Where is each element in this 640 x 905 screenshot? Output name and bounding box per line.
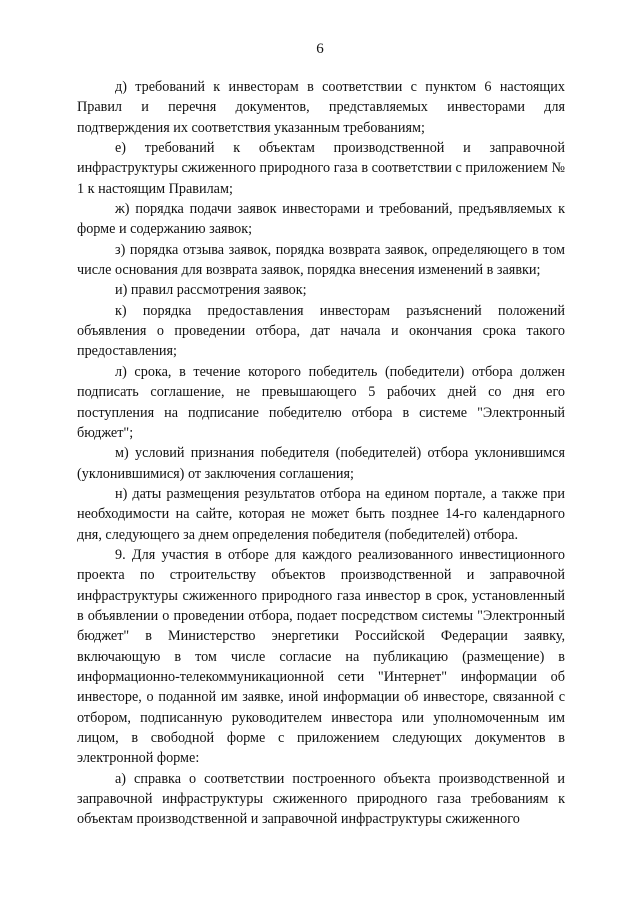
- paragraph-m: м) условий признания победителя (победителей) отбора уклонившимся (уклонившимися) от заключения соглашения;: [77, 445, 565, 482]
- paragraph-a: а) справка о соответствии построенного объекта производственной и заправочной инфраструктуры сжиженного природного газа требованиям к объектам производственной и заправочной инфраструктуры сжиженного: [77, 770, 565, 828]
- paragraph-k: к) порядка предоставления инвесторам разъяснений положений объявления о проведении отбора, дат начала и окончания срока такого предоставления;: [77, 302, 565, 360]
- page-number: 6: [316, 41, 324, 57]
- paragraph-zh: ж) порядка подачи заявок инвесторами и требований, предъявляемых к форме и содержанию заявок;: [77, 201, 565, 238]
- paragraph-9: 9. Для участия в отборе для каждого реализованного инвестиционного проекта по строительству объектов производственной и заправочной инфраструктуры сжиженного природного газа инвестор в срок, установленный в объявлении о проведении отбора, подает посредством системы "Электронный бюджет" в Министерство энергетики Российской Федерации заявку, включающую в том числе согласие на публикацию (размещение) в информационно-телекоммуникационной сети "Интернет" информации об инвесторе, о поданной им заявке, иной информации об инвесторе, связанной с отбором, подписанную руководителем инвестора или уполномоченным им лицом, в свободной форме с приложением следующих документов в электронной форме:: [77, 546, 565, 767]
- paragraph-e: е) требований к объектам производственной и заправочной инфраструктуры сжиженного природного газа в соответствии с приложением № 1 к настоящим Правилам;: [77, 140, 565, 197]
- document-body: [77, 77, 565, 830]
- paragraph-z: з) порядка отзыва заявок, порядка возврата заявок, определяющего в том числе основания для возврата заявок, порядка внесения изменений в заявки;: [77, 241, 565, 279]
- paragraph-n: н) даты размещения результатов отбора на едином портале, а также при необходимости на сайте, которая не может быть позднее 14-го календарного дня, следующего за днем определения победителя (победителей) отбора.: [77, 485, 565, 543]
- paragraph-l: л) срока, в течение которого победитель (победители) отбора должен подписать соглашение, не превышающего 5 рабочих дней со дня его поступления на подписание победителю отбора в системе "Электронный бюджет";: [77, 363, 565, 441]
- paragraph-i: и) правил рассмотрения заявок;: [115, 282, 307, 299]
- paragraph-d: д) требований к инвесторам в соответствии с пунктом 6 настоящих Правил и перечня документов, представляемых инвесторами для подтверждения их соответствия указанным требованиям;: [77, 79, 565, 136]
